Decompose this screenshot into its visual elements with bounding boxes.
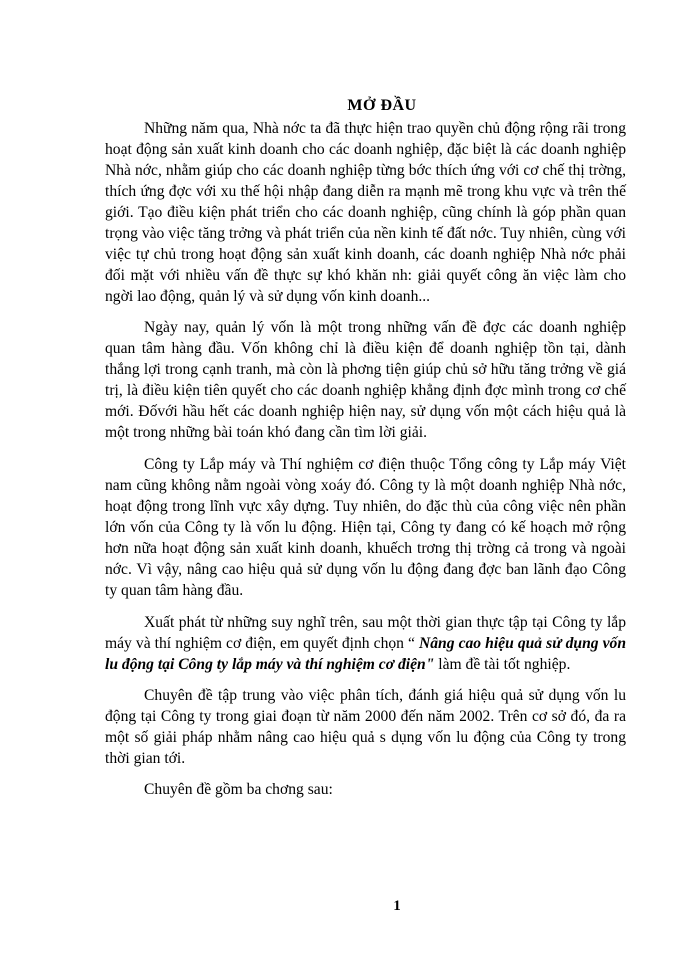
page-number: 1 — [393, 898, 401, 914]
paragraph-6: Chuyên đề gồm ba chơng sau: — [144, 781, 333, 798]
paragraph-1: Những năm qua, Nhà nớc ta đã thực hiện trao quyền chủ động rộng rãi trong hoạt động sản xuất kinh doanh cho các doanh nghiệp, đặc biệt là các doanh nghiệp Nhà nớc, nhằm giúp cho các doanh nghiệp từng bớc thích ứng với cơ chế thị trờng, thích ứng đợc với xu thế hội nhập đang diễn ra mạnh mẽ trong khu vực và trên thế giới. Tạo điều kiện phát triển cho các doanh nghiệp, cũng chính là góp phần quan trọng vào việc tăng trởng và phát triển của nền kinh tế đất nớc. Tuy nhiên, cùng với việc tự chủ trong hoạt động sản xuất kinh doanh, các doanh nghiệp Nhà nớc phải đối mặt với nhiều vấn đề thực sự khó khăn nh: giải quyết công ăn việc làm cho ngời lao động, quản lý và sử dụng vốn kinh doanh... — [105, 120, 626, 305]
document-title: MỞ ĐẦU — [347, 97, 417, 114]
paragraph-5: Chuyên đề tập trung vào việc phân tích, đánh giá hiệu quả sử dụng vốn lu động tại Công ty trong giai đoạn từ năm 2000 đến năm 2002. Trên cơ sở đó, đa ra một số giải pháp nhằm nâng cao hiệu quả s dụng vốn lu động của Công ty trong thời gian tới. — [105, 687, 626, 767]
paragraph-4-intro: Xuất phát từ những suy nghĩ trên, sau một thời gian thực tập tại Công ty lắp máy và thí nghiệm cơ điện, em quyết định chọn “ — [105, 614, 626, 652]
paragraph-4 — [105, 612, 626, 675]
paragraph-4-outro: làm đề tài tốt nghiệp. — [434, 656, 571, 673]
paragraph-3: Công ty Lắp máy và Thí nghiệm cơ điện thuộc Tổng công ty Lắp máy Việt nam cũng không nằm ngoài vòng xoáy đó. Công ty là một doanh nghiệp Nhà nớc, hoạt động trong lĩnh vực xây dựng. Tuy nhiên, do đặc thù của công việc nên phần lớn vốn của Công ty là vốn lu động. Hiện tại, Công ty đang có kế hoạch mở rộng hơn nữa hoạt động sản xuất kinh doanh, khuếch trơng thị trờng cả trong và ngoài nớc. Vì vậy, nâng cao hiệu quả sử dụng vốn lu động đang đợc ban lãnh đạo Công ty quan tâm hàng đầu. — [105, 456, 626, 599]
thesis-topic-title: Nâng cao hiệu quả sử dụng vốn lu động tại Công ty lắp máy và thí nghiệm cơ điện" — [105, 635, 626, 673]
paragraph-2: Ngày nay, quản lý vốn là một trong những vấn đề đợc các doanh nghiệp quan tâm hàng đầu. Vốn không chỉ là điều kiện để doanh nghiệp tồn tại, dành thắng lợi trong cạnh tranh, mà còn là phơng tiện giúp chủ sở hữu tăng trởng về giá trị, là điều kiện tiên quyết cho các doanh nghiệp khẳng định đợc mình trong cơ chế mới. Đốvới hầu hết các doanh nghiệp hiện nay, sử dụng vốn một cách hiệu quả là một trong những bài toán khó đang cần tìm lời giải. — [105, 319, 626, 441]
document-body — [105, 118, 626, 811]
